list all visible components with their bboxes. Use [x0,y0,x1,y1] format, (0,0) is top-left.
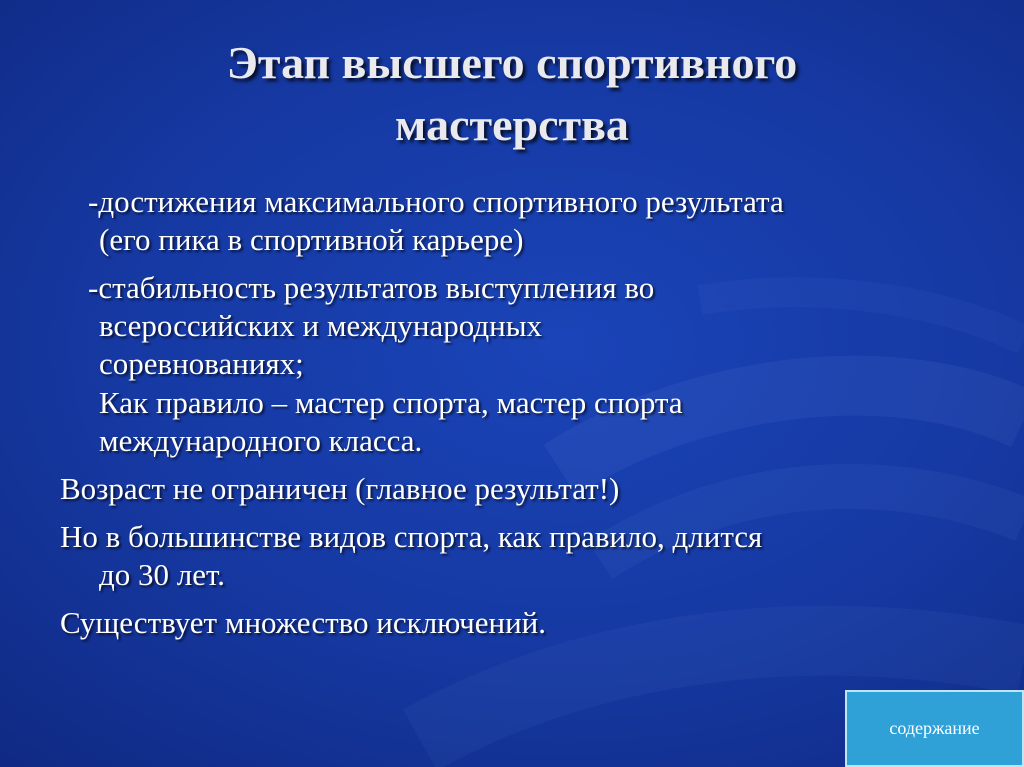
slide-title [0,32,1024,156]
contents-button[interactable]: содержание [845,690,1024,767]
bullet-2-line-4: Как правило – мастер спорта, мастер спорта [99,385,683,420]
paragraph-exceptions-line-1: Существует множество исключений. [60,605,547,640]
bullet-2-line-1: -стабильность результатов выступления во [88,270,655,305]
bullet-2-line-5: международного класса. [99,423,423,458]
bullet-2-line-3: соревнованиях; [99,346,304,381]
bullet-1-line-1: -достижения максимального спортивного результата [88,184,784,219]
paragraph-age-line-1: Возраст не ограничен (главное результат!) [60,471,620,506]
paragraph-duration-line-2: до 30 лет. [99,557,225,592]
slide-title-line-1: Этап высшего спортивного [226,37,798,88]
paragraph-duration-line-1: Но в большинстве видов спорта, как правило, длится [60,519,763,554]
slide-title-line-2: мастерства [395,99,629,150]
bullet-1-line-2: (его пика в спортивной карьере) [99,222,524,257]
bullet-2-line-2: всероссийских и международных [99,308,543,343]
